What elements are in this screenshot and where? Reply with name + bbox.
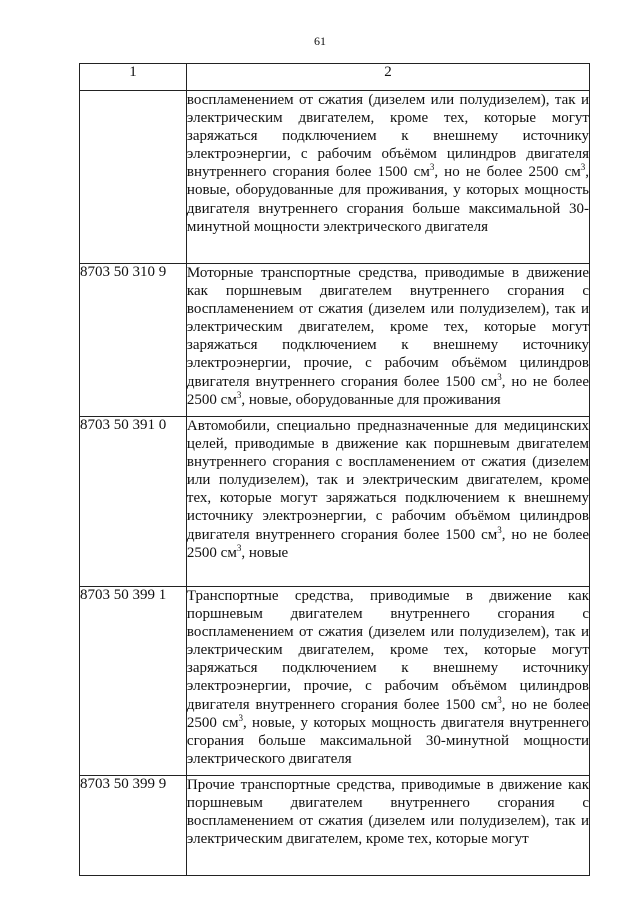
description-text: , но не более 2500 см bbox=[186, 696, 589, 731]
tariff-table bbox=[79, 63, 590, 876]
superscript: 3 bbox=[497, 694, 502, 705]
table-row bbox=[80, 417, 590, 587]
superscript: 3 bbox=[236, 389, 242, 400]
superscript: 3 bbox=[236, 542, 242, 553]
superscript: 3 bbox=[429, 162, 435, 173]
description-text: Автомобили, специально предназначенные для медицинских целей, приводимые в движение как поршневым двигателем внутреннего сгорания с воспламенением от сжатия (дизелем или полудизелем), так и электрическим двигателем, кроме тех, которые могут заряжаться подключением к внешнему источнику электроэнергии, с рабочим объёмом цилиндров двигателя внутреннего сгорания более 1500 см bbox=[186, 418, 589, 543]
description-text: , но не более 2500 см bbox=[186, 526, 589, 561]
superscript: 3 bbox=[238, 712, 243, 723]
description-cell bbox=[186, 91, 589, 264]
table-row bbox=[80, 91, 590, 264]
description-text: Транспортные средства, приводимые в движение как поршневым двигателем внутреннего сгорания с воспламенением от сжатия (дизелем или полудизелем), так и электрическим двигателем, кроме тех, которые могут заряжаться подключением к внешнему источнику электроэнергии, прочие, с рабочим объёмом цилиндров двигателя внутреннего сгорания более 1500 см bbox=[186, 588, 589, 713]
description-text: , новые, оборудованные для проживания, у которых мощность двигателя внутреннего сгорания больше максимальной 30-минутной мощности электрического двигателя bbox=[186, 164, 589, 235]
description-cell bbox=[186, 264, 589, 417]
description-text: , но не более 2500 см bbox=[186, 373, 589, 408]
code-cell: 8703 50 391 0 bbox=[80, 417, 187, 587]
description-text: , новые bbox=[241, 544, 289, 561]
column-header-1: 1 bbox=[80, 64, 187, 91]
description-text: воспламенением от сжатия (дизелем или полудизелем), так и электрическим двигателем, кроме тех, которые могут заряжаться подключением к внешнему источнику электроэнергии, с рабочим объёмом цилиндров двигателя внутреннего сгорания более 1500 см bbox=[186, 92, 589, 181]
superscript: 3 bbox=[580, 162, 586, 173]
header-row bbox=[80, 64, 590, 91]
description-cell bbox=[186, 587, 589, 776]
code-cell: 8703 50 399 1 bbox=[80, 587, 187, 776]
superscript: 3 bbox=[497, 371, 502, 382]
description-text: , новые, оборудованные для проживания bbox=[241, 391, 501, 408]
description-cell bbox=[186, 776, 589, 876]
table-row bbox=[80, 776, 590, 876]
superscript: 3 bbox=[497, 524, 502, 535]
description-cell bbox=[186, 417, 589, 587]
column-header-2: 2 bbox=[186, 64, 589, 91]
description-text: Прочие транспортные средства, приводимые в движение как поршневым двигателем внутреннего сгорания с воспламенением от сжатия (дизелем или полудизелем), так и электрическим двигателем, кроме тех, которые могут bbox=[186, 777, 589, 848]
code-cell bbox=[80, 91, 187, 264]
table-row bbox=[80, 264, 590, 417]
description-text: , но не более 2500 см bbox=[434, 164, 581, 181]
page-number: 61 bbox=[314, 34, 326, 48]
description-text: Моторные транспортные средства, приводимые в движение как поршневым двигателем внутреннего сгорания с воспламенением от сжатия (дизелем или полудизелем), так и электрическим двигателем, кроме тех, которые могут заряжаться подключением к внешнему источнику электроэнергии, прочие, с рабочим объёмом цилиндров двигателя внутреннего сгорания более 1500 см bbox=[186, 265, 589, 390]
description-text: , новые, у которых мощность двигателя внутреннего сгорания больше максимальной 30-минутной мощности электрического двигателя bbox=[186, 714, 589, 767]
table-row bbox=[80, 587, 590, 776]
code-cell: 8703 50 310 9 bbox=[80, 264, 187, 417]
code-cell: 8703 50 399 9 bbox=[80, 776, 187, 876]
